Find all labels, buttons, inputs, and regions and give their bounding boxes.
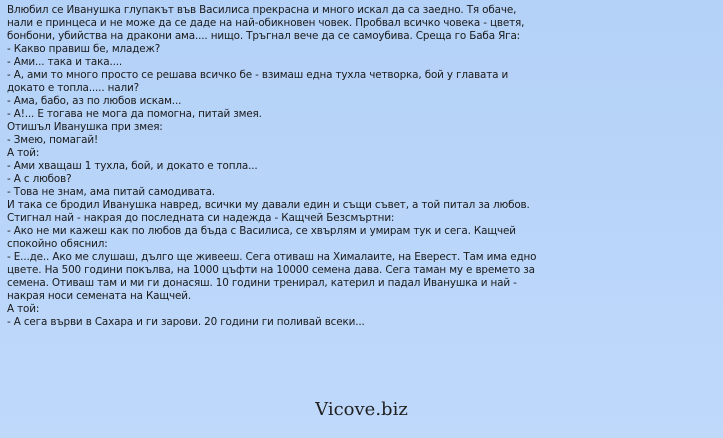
text-line: - Ако не ми кажеш как по любов да бъда с Василиса, се хвърлям и умирам тук и сега. Кащчей <box>7 225 516 237</box>
text-line: Стигнал най - накрая до последната си надежда - Кащчей Безсмъртни: <box>7 212 395 224</box>
text-line: - Това не знам, ама питай самодивата. <box>7 186 215 198</box>
text-line: - Е...де.. Ако ме слушаш, дълго ще живееш. Сега отиваш на Хималаите, на Еверест. Там има едно <box>7 251 537 263</box>
text-line: - А сега върви в Сахара и ги зарови. 20 години ги поливай всеки... <box>7 316 365 328</box>
text-line: накрая носи семената на Кащчей. <box>7 290 192 302</box>
text-line: А той: <box>7 147 40 159</box>
text-line: семена. Отиваш там и ми ги донасяш. 10 години тренирал, катерил и падал Иванушка и най - <box>7 277 517 289</box>
text-line: Отишъл Иванушка при змея: <box>7 121 163 133</box>
text-line: И така се бродил Иванушка навред, всички му давали един и същи съвет, а той питал за любов. <box>7 199 530 211</box>
text-line: спокойно обяснил: <box>7 238 108 250</box>
text-line: бонбони, убийства на дракони ама.... нищо. Тръгнал вече да се самоубива. Среща го Баба Яга: <box>7 30 521 42</box>
text-line: - Ами... така и така.... <box>7 56 123 68</box>
text-line: А той: <box>7 303 40 315</box>
text-line: - Ама, бабо, аз по любов искам... <box>7 95 182 107</box>
text-line: - Змею, помагай! <box>7 134 98 146</box>
joke-text <box>7 4 719 329</box>
text-line: - А!... Е тогава не мога да помогна, питай змея. <box>7 108 262 120</box>
text-line: - Ами хващаш 1 тухла, бой, и докато е топла... <box>7 160 258 172</box>
text-line: Влюбил се Иванушка глупакът във Василиса прекрасна и много искал да са заедно. Тя обаче, <box>7 4 517 16</box>
text-line: - А, ами то много просто се решава всичко бе - взимаш една тухла четворка, бой у главата и <box>7 69 509 81</box>
text-line: - Какво правиш бе, младеж? <box>7 43 161 55</box>
text-line: докато е топла..... нали? <box>7 82 139 94</box>
text-line: - А с любов? <box>7 173 72 185</box>
text-line: цвете. На 500 години покълва, на 1000 цъфти на 10000 семена дава. Сега таман му е времето за <box>7 264 535 276</box>
site-brand[interactable]: Vicove.biz <box>315 399 408 420</box>
text-line: нали е принцеса и не може да се даде на най-обикновен човек. Пробвал всичко човека - цветя, <box>7 17 525 29</box>
